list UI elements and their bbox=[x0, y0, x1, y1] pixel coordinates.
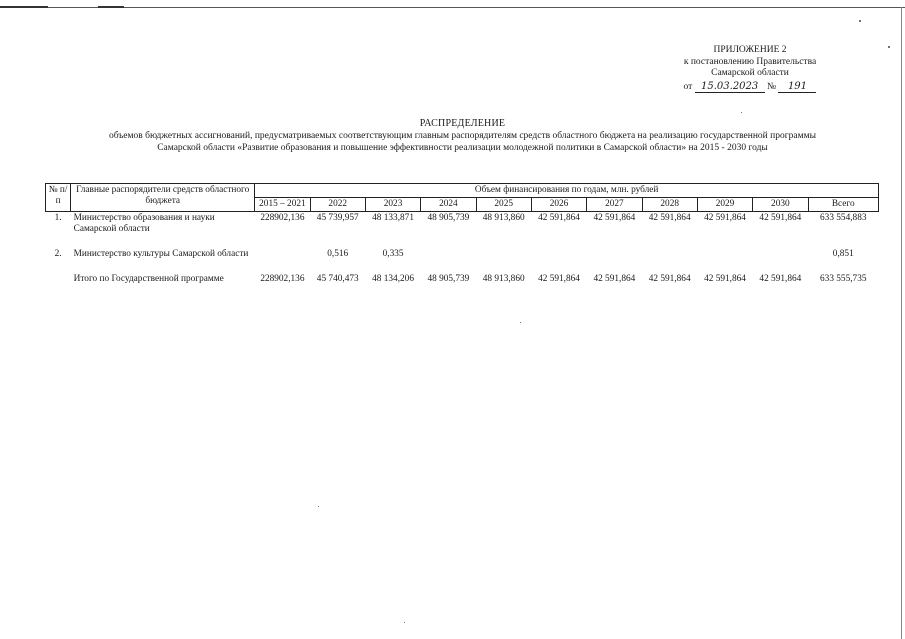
row-distributor-name: Итого по Государственной программе bbox=[73, 274, 224, 284]
header-year: 2024 bbox=[421, 198, 476, 212]
header-year: 2026 bbox=[531, 198, 586, 212]
document-title-block bbox=[40, 118, 885, 154]
row-year-value: 48 913,860 bbox=[482, 274, 525, 284]
number-prefix: № bbox=[767, 81, 777, 92]
row-number bbox=[46, 273, 71, 286]
row-year-value bbox=[531, 248, 586, 261]
row-spacer-cell bbox=[46, 261, 879, 273]
header-year: 2022 bbox=[310, 198, 365, 212]
row-year-value: 48 133,871 bbox=[372, 213, 414, 223]
header-distributor: Главные распорядители средств областного бюджета bbox=[71, 184, 255, 212]
table-row bbox=[46, 212, 879, 237]
header-year: 2028 bbox=[642, 198, 697, 212]
row-spacer-cell bbox=[46, 236, 879, 248]
row-year-value: 42 591,864 bbox=[648, 213, 691, 223]
row-year-value: 42 591,864 bbox=[704, 274, 746, 284]
header-total: Всего bbox=[808, 198, 878, 212]
header-year: 2029 bbox=[697, 198, 752, 212]
header-year: 2027 bbox=[587, 198, 642, 212]
row-year-value: 228902,136 bbox=[260, 213, 305, 223]
row-distributor-name: Министерство образования и науки Самарской области bbox=[73, 213, 215, 234]
table-body bbox=[46, 212, 879, 287]
row-number: 1. bbox=[54, 213, 62, 223]
row-year-value: 42 591,864 bbox=[704, 213, 746, 223]
scan-speck bbox=[318, 506, 319, 507]
row-year-value bbox=[476, 248, 531, 261]
handwritten-number: 191 bbox=[778, 81, 816, 93]
scan-edge-top bbox=[0, 7, 905, 8]
document-subtitle-line1: объемов бюджетных ассигнований, предусматриваемых соответствующим главным распорядителям средств областного бюджета на реализацию государственной программы bbox=[109, 131, 816, 141]
row-year-value: 42 591,864 bbox=[538, 274, 580, 284]
row-year-value: 0,516 bbox=[327, 249, 349, 259]
header-year: 2023 bbox=[365, 198, 420, 212]
header-funding: Объем финансирования по годам, млн. рублей bbox=[255, 184, 879, 198]
row-year-value: 48 134,206 bbox=[372, 274, 414, 284]
table-total-row bbox=[46, 273, 879, 286]
row-year-value bbox=[753, 248, 808, 261]
header-number: № п/п bbox=[46, 184, 71, 212]
appendix-heading: ПРИЛОЖЕНИЕ 2 bbox=[713, 45, 787, 55]
row-year-value bbox=[642, 248, 697, 261]
row-year-value bbox=[421, 248, 476, 261]
row-year-value bbox=[697, 248, 752, 261]
appendix-header bbox=[600, 45, 900, 93]
row-spacer bbox=[46, 236, 879, 248]
row-year-value: 42 591,864 bbox=[593, 213, 636, 223]
row-total-value: 633 555,735 bbox=[820, 274, 867, 284]
scan-mark bbox=[0, 6, 48, 8]
scan-speck bbox=[404, 622, 405, 623]
appendix-date-line bbox=[684, 81, 817, 94]
row-total-value: 0,851 bbox=[832, 249, 854, 259]
row-number: 2. bbox=[54, 249, 62, 259]
row-year-value: 45 739,957 bbox=[316, 213, 359, 223]
table-header-row bbox=[46, 184, 879, 198]
scan-speck bbox=[741, 112, 742, 113]
table-row bbox=[46, 248, 879, 261]
row-year-value: 42 591,864 bbox=[593, 274, 636, 284]
header-year: 2030 bbox=[753, 198, 808, 212]
row-year-value: 48 913,860 bbox=[482, 213, 525, 223]
row-year-value: 42 591,864 bbox=[759, 274, 802, 284]
handwritten-date: 15.03.2023 bbox=[695, 81, 765, 93]
document-title: РАСПРЕДЕЛЕНИЕ bbox=[419, 118, 506, 129]
scan-edge-right bbox=[901, 7, 902, 639]
budget-distribution-table bbox=[45, 183, 879, 286]
date-prefix: от bbox=[683, 81, 693, 92]
row-year-value: 228902,136 bbox=[260, 274, 305, 284]
row-total-value: 633 554,883 bbox=[820, 213, 867, 223]
row-year-value: 45 740,473 bbox=[316, 274, 359, 284]
row-year-value: 0,335 bbox=[382, 249, 404, 259]
row-year-value: 42 591,864 bbox=[538, 213, 580, 223]
scan-mark bbox=[98, 6, 124, 8]
header-year: 2025 bbox=[476, 198, 531, 212]
row-year-value: 42 591,864 bbox=[759, 213, 802, 223]
row-year-value: 48 905,739 bbox=[427, 213, 470, 223]
row-spacer bbox=[46, 261, 879, 273]
row-year-value bbox=[255, 248, 310, 261]
header-year: 2015 – 2021 bbox=[255, 198, 310, 212]
row-year-value: 48 905,739 bbox=[427, 274, 470, 284]
appendix-region-line: Самарской области bbox=[711, 68, 789, 78]
document-subtitle-line2: Самарской области «Развитие образования и повышение эффективности реализации молодежной политики в Самарской области» на 2015 - 2030 годы bbox=[157, 143, 768, 153]
scan-speck bbox=[520, 322, 521, 323]
row-distributor-name: Министерство культуры Самарской области bbox=[73, 249, 249, 259]
row-year-value bbox=[587, 248, 642, 261]
scan-speck bbox=[859, 20, 861, 22]
appendix-decree-line: к постановлению Правительства bbox=[683, 56, 817, 67]
row-year-value: 42 591,864 bbox=[648, 274, 691, 284]
